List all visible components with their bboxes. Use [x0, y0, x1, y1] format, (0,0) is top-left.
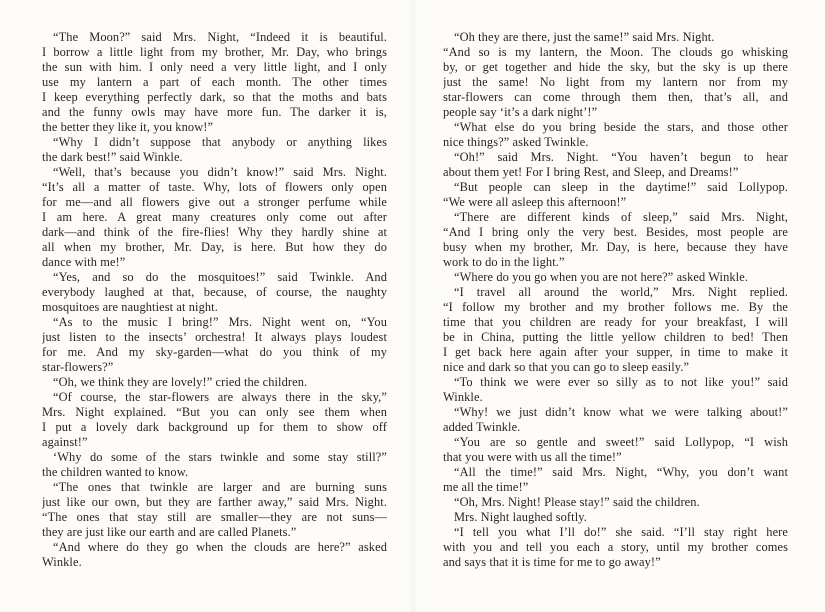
- text-line: time that you children are ready for your breakfast, I will: [443, 315, 788, 329]
- text-line: “Well, that’s because you didn’t know!” said Mrs. Night.: [53, 165, 387, 179]
- text-line: just like our own, but they are farther away,” said Mrs. Night.: [42, 495, 387, 509]
- text-line: “There are different kinds of sleep,” said Mrs. Night,: [454, 210, 788, 224]
- text-line: “The ones that stay still are smaller—they are not suns—: [42, 510, 387, 524]
- text-line: “But people can sleep in the daytime!” said Lollypop.: [454, 180, 788, 194]
- text-line: “We were all asleep this afternoon!”: [443, 195, 627, 209]
- text-line: all when my brother, Mr. Day, is here. But how they do: [42, 240, 387, 254]
- text-line: “As to the music I bring!” Mrs. Night went on, “You: [53, 315, 387, 329]
- text-line: dark—and think of the fire-flies! Why they hardly shine at: [42, 225, 387, 239]
- text-line: for me—and all flowers give out a stronger perfume while: [42, 195, 387, 209]
- text-line: “Oh, we think they are lovely!” cried the children.: [53, 375, 308, 389]
- text-line: “Of course, the star-flowers are always there in the sky,”: [53, 390, 387, 404]
- text-line: “You are so gentle and sweet!” said Lollypop, “I wish: [454, 435, 788, 449]
- text-line: I am here. A great many creatures only come out after: [42, 210, 387, 224]
- text-line: “Why I didn’t suppose that anybody or anything likes: [53, 135, 387, 149]
- text-line: with you and tell you each a story, until my brother comes: [443, 540, 788, 554]
- text-line: “The Moon?” said Mrs. Night, “Indeed it is beautiful.: [53, 30, 387, 44]
- text-line: ‘Why do some of the stars twinkle and some stay still?”: [53, 450, 387, 464]
- text-line: “It’s all a matter of taste. Why, lots of flowers only open: [42, 180, 387, 194]
- text-line: “Oh!” said Mrs. Night. “You haven’t begun to hear: [454, 150, 788, 164]
- text-line: and says that it is time for me to go away!”: [443, 555, 661, 569]
- text-line: and the funny owls may have more fun. The darker it is,: [42, 105, 387, 119]
- text-line: “Why! we just didn’t know what we were talking about!”: [454, 405, 788, 419]
- text-line: that you were with us all the time!”: [443, 450, 622, 464]
- text-line: star-flowers?”: [42, 360, 114, 374]
- text-line: “What else do you bring beside the stars, and those other: [454, 120, 788, 134]
- text-line: “To think we were ever so silly as to not like you!” said: [454, 375, 788, 389]
- text-line: Mrs. Night explained. “But you can only see them when: [42, 405, 387, 419]
- text-line: “Yes, and so do the mosquitoes!” said Twinkle. And: [53, 270, 387, 284]
- text-line: “And so is my lantern, the Moon. The clouds go whisking: [443, 45, 788, 59]
- text-line: people say ‘it’s a dark night’!”: [443, 105, 598, 119]
- text-line: the better they like it, you know!”: [42, 120, 214, 134]
- text-line: I borrow a little light from my brother, Mr. Day, who brings: [42, 45, 387, 59]
- text-line: use my lantern a part of each month. The other times: [42, 75, 387, 89]
- text-line: be in China, putting the little yellow children to bed! Then: [443, 330, 788, 344]
- text-line: “The ones that twinkle are larger and are burning suns: [53, 480, 387, 494]
- text-line: I get back here again after your supper, in time to make it: [443, 345, 788, 359]
- text-line: “I follow my brother and my brother follows me. By the: [443, 300, 788, 314]
- text-line: nice things?” asked Twinkle.: [443, 135, 589, 149]
- text-line: Mrs. Night laughed softly.: [454, 510, 587, 524]
- text-line: they are just like our earth and are called Planets.”: [42, 525, 297, 539]
- text-line: star-flowers can come through them then, that’s all, and: [443, 90, 788, 104]
- text-line: “All the time!” said Mrs. Night, “Why, you don’t want: [454, 465, 788, 479]
- text-line: just the same! No light from my lantern nor from my: [443, 75, 788, 89]
- page-gutter: [408, 0, 418, 612]
- left-page: [42, 30, 387, 570]
- text-line: just listen to the insects’ orchestra! It always plays loudest: [42, 330, 387, 344]
- text-line: “Oh, Mrs. Night! Please stay!” said the children.: [454, 495, 700, 509]
- text-line: added Twinkle.: [443, 420, 521, 434]
- text-line: I put a lovely dark background up for them to show off: [42, 420, 387, 434]
- text-line: Winkle.: [42, 555, 82, 569]
- right-page: [443, 30, 788, 570]
- text-line: “Where do you go when you are not here?” asked Winkle.: [454, 270, 749, 284]
- text-line: for me. And my sky-garden—what do you think of my: [42, 345, 387, 359]
- text-line: “And I bring only the very best. Besides, most people are: [443, 225, 788, 239]
- text-line: the dark best!” said Winkle.: [42, 150, 183, 164]
- text-line: dance with me!”: [42, 255, 126, 269]
- text-line: work to do in the light.”: [443, 255, 565, 269]
- text-line: busy when my brother, Mr. Day, is here, because they have: [443, 240, 788, 254]
- text-line: by, or get together and hide the sky, but the sky is up there: [443, 60, 788, 74]
- text-line: mosquitoes are naughtiest at night.: [42, 300, 218, 314]
- text-line: against!”: [42, 435, 88, 449]
- text-line: Winkle.: [443, 390, 483, 404]
- text-line: “I travel all around the world,” Mrs. Night replied.: [454, 285, 788, 299]
- text-line: “And where do they go when the clouds are here?” asked: [53, 540, 387, 554]
- text-line: nice and dark so that you can go to sleep easily.”: [443, 360, 690, 374]
- text-line: “I tell you what I’ll do!” she said. “I’ll stay right here: [454, 525, 788, 539]
- text-line: I keep everything perfectly dark, so that the moths and bats: [42, 90, 387, 104]
- text-line: the sun with him. I only need a very little light, and I only: [42, 60, 387, 74]
- text-line: about them yet! For I bring Rest, and Sleep, and Dreams!”: [443, 165, 739, 179]
- text-line: me all the time!”: [443, 480, 529, 494]
- text-line: “Oh they are there, just the same!” said Mrs. Night.: [454, 30, 715, 44]
- text-line: the children wanted to know.: [42, 465, 189, 479]
- text-line: everybody laughed at that, because, of course, the naughty: [42, 285, 387, 299]
